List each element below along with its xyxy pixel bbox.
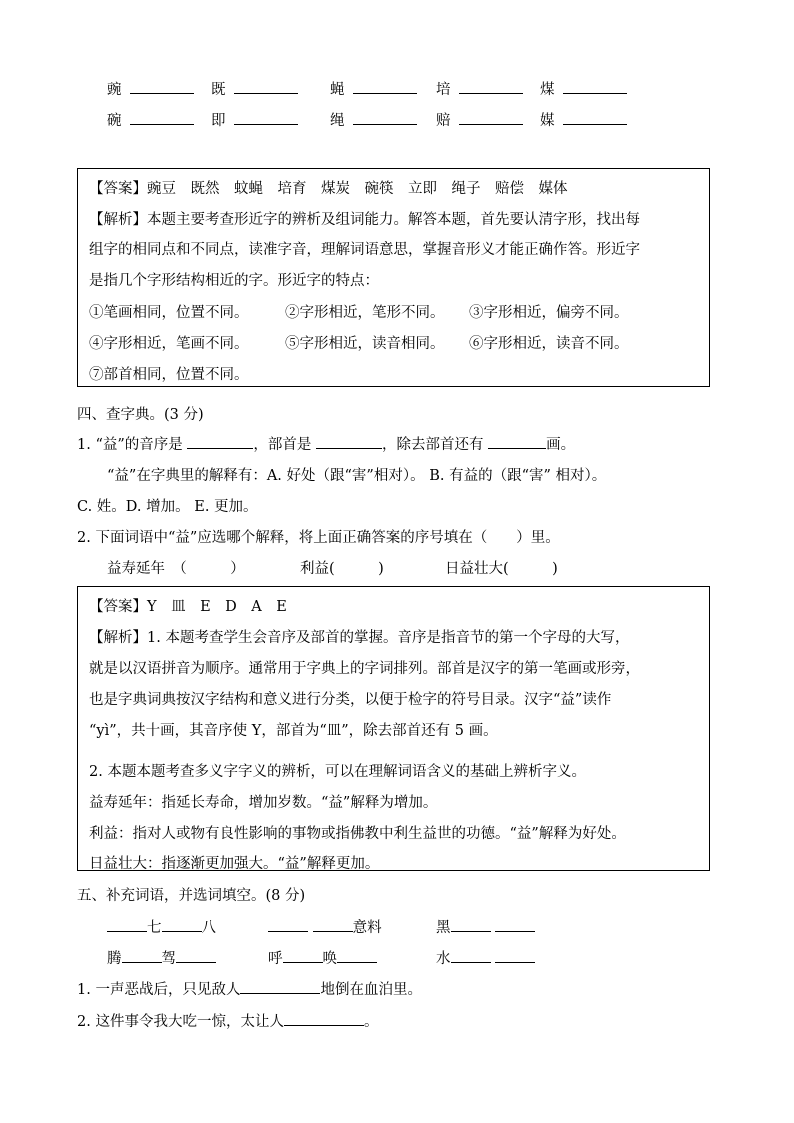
yinxu-blank[interactable] (187, 433, 253, 449)
word-blank[interactable] (234, 78, 298, 94)
analysis-line-8: 日益壮大：指逐渐更加强大。“益”解释更加。 (89, 856, 380, 871)
char-label: 绳 (330, 113, 345, 129)
idiom-2: 意料 (268, 916, 382, 937)
word-1: 益寿延年 （ ） (107, 561, 245, 577)
char-label: 豌 (107, 82, 122, 98)
points-row-2: ④字形相近，笔画不同。 ⑤字形相近，读音相同。 ⑥字形相近，读音不同。 (89, 336, 629, 352)
analysis-tag: 【解析】 (89, 630, 147, 646)
answer-line (89, 595, 287, 616)
char-item (211, 109, 298, 130)
points-row-3: ⑦部首相同，位置不同。 (89, 367, 249, 383)
char-label: 蝇 (330, 82, 345, 98)
analysis-tag: 【解析】 (89, 212, 147, 228)
word-2: 利益( ) (300, 561, 384, 577)
analysis-line-2: 就是以汉语拼音为顺序。通常用于字典上的字词排列。部首是汉字的第一笔画或形旁， (89, 661, 640, 677)
analysis-line-1: 【解析】1. 本题考查学生会音序及部首的掌握。音序是指音节的第一个字母的大写， (89, 630, 630, 646)
word-blank[interactable] (563, 109, 627, 125)
char-item (540, 78, 627, 99)
char-item (436, 78, 523, 99)
char-label: 培 (436, 82, 451, 98)
char-item (211, 78, 298, 99)
points-row-1: ①笔画相同，位置不同。 ②字形相近，笔形不同。 ③字形相近，偏旁不同。 (89, 305, 629, 321)
section5-q1: 1. 一声恶战后，只见敌人 地倒在血泊里。 (77, 978, 422, 999)
section4-q2: 2. 下面词语中“益”应选哪个解释，将上面正确答案的序号填在（ ）里。 (77, 530, 560, 546)
analysis-line-4: “yì”，共十画，其音序使 Y，部首为“皿”，除去部首还有 5 画。 (89, 723, 498, 739)
analysis-line-1: 【解析】本题主要考查形近字的辨析及组词能力。解答本题，首先要认清字形，找出每 (89, 212, 640, 228)
stroke-count-blank[interactable] (488, 433, 546, 449)
analysis-line-5: 2. 本题本题考查多义字字义的辨析，可以在理解词语含义的基础上辨析字义。 (89, 764, 586, 780)
word-blank[interactable] (130, 109, 194, 125)
analysis-line-7: 利益：指对人或物有良性影响的事物或指佛教中利生益世的功德。“益”解释为好处。 (89, 826, 626, 842)
char-label: 碗 (107, 113, 122, 129)
word-blank[interactable] (459, 78, 523, 94)
idiom-5: 呼 唤 (268, 947, 377, 968)
meaning-line-2: C. 姓。D. 增加。 E. 更加。 (77, 499, 258, 515)
section5-title: 五、补充词语，并选词填空。(8 分) (77, 888, 306, 904)
analysis-line-3: 也是字典词典按汉字结构和意义进行分类，以便于检字的符号目录。汉字“益”读作 (89, 692, 612, 708)
answer-box-1 (77, 168, 710, 387)
analysis-line-6: 益寿延年：指延长寿命，增加岁数。“益”解释为增加。 (89, 795, 438, 811)
section4-q1: 1. “益”的音序是 ，部首是 ，除去部首还有 画。 (77, 433, 575, 454)
analysis-line-3: 是指几个字形结构相近的字。形近字的特点： (89, 273, 379, 289)
word-blank[interactable] (234, 109, 298, 125)
meaning-line-1: “益”在字典里的解释有：A. 好处（跟“害”相对）。 B. 有益的（跟“害” 相对）。 (107, 468, 607, 484)
char-label: 既 (211, 82, 226, 98)
answer-box-2 (77, 586, 710, 871)
bushou-blank[interactable] (316, 433, 382, 449)
section5-q2: 2. 这件事令我大吃一惊，太让人 。 (77, 1010, 378, 1031)
answer-tag: 【答案】 (89, 599, 147, 615)
char-item (330, 109, 417, 130)
char-item (436, 109, 523, 130)
char-item (540, 109, 627, 130)
char-item (330, 78, 417, 99)
word-3: 日益壮大( ) (445, 561, 558, 577)
answer-tag: 【答案】 (89, 181, 147, 197)
char-item (107, 78, 194, 99)
idiom-4: 腾 驾 (107, 947, 216, 968)
word-blank[interactable] (353, 109, 417, 125)
word-blank[interactable] (353, 78, 417, 94)
char-label: 即 (211, 113, 226, 129)
char-item (107, 109, 194, 130)
section4-title: 四、查字典。(3 分) (77, 407, 204, 423)
answer-line (89, 177, 568, 198)
fill-blank-1[interactable] (240, 978, 320, 994)
word-blank[interactable] (563, 78, 627, 94)
idiom-1: 七 八 (107, 916, 216, 937)
analysis-line-2: 组字的相同点和不同点，读准字音，理解词语意思，掌握音形义才能正确作答。形近字 (89, 242, 640, 258)
idiom-3: 黑 (436, 916, 535, 937)
char-label: 媒 (540, 113, 555, 129)
fill-blank-2[interactable] (284, 1010, 364, 1026)
answer-text: Y 皿 E D A E (147, 599, 287, 615)
idiom-6: 水 (436, 947, 535, 968)
word-blank[interactable] (459, 109, 523, 125)
char-label: 煤 (540, 82, 555, 98)
char-label: 赔 (436, 113, 451, 129)
answer-text: 豌豆 既然 蚊蝇 培育 煤炭 碗筷 立即 绳子 赔偿 媒体 (147, 181, 568, 197)
word-blank[interactable] (130, 78, 194, 94)
